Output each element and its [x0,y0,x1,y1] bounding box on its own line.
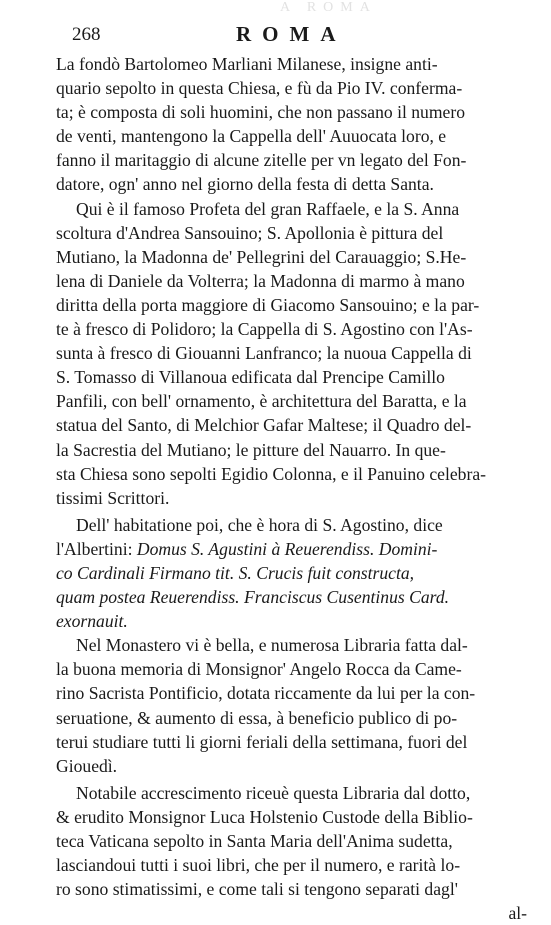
text-line: Dell' habitatione poi, che è hora di S. Agostino, dice [76,514,443,535]
text-line: te à fresco di Polidoro; la Cappella di S. Agostino con l'As- [56,319,473,340]
text-line: teca Vaticana sepolto in Santa Maria dell'Anima sudetta, [56,831,453,851]
text-line: rino Sacrista Pontificio, dotata riccamente da lui per la con- [56,683,476,704]
text-line: lena di Daniele da Volterra; la Madonna di marmo à mano [56,270,465,291]
paragraph [56,52,535,197]
catchword: al- [508,903,527,924]
page-number: 268 [72,24,101,45]
paragraph [56,513,535,633]
text-line: statua del Santo, di Melchior Gafar Maltese; il Quadro del- [56,415,472,436]
text-line: S. Tomasso di Villanoua edificata dal Prencipe Camillo [56,367,445,388]
text-line: lasciandoui tutti i suoi libri, che per il numero, e rarità lo- [56,855,461,876]
page-header [56,20,535,52]
text-line: ro sono stimatissimi, e come tali si tengono separati dagl' [56,879,458,900]
bleed-through-text: A ROMA [280,0,377,15]
text-line: La fondò Bartolomeo Marliani Milanese, insigne anti- [56,54,438,74]
text-line: tissimi Scrittori. [56,487,170,508]
text-line: la buona memoria di Monsignor' Angelo Rocca da Came- [56,659,462,680]
paragraph [56,781,535,901]
paragraph [56,633,535,778]
latin-quote: Domus S. Agustini à Reuerendiss. Domini- [136,538,438,559]
text-line: Nel Monastero vi è bella, e numerosa Libraria fatta dal- [76,635,468,656]
text-line: la Sacrestia del Mutiano; le pitture del Nauarro. In que- [56,439,446,460]
text-line: seruatione, & aumento di essa, à beneficio publico di po- [56,707,458,728]
text-line: scoltura d'Andrea Sansouino; S. Apollonia è pittura del [56,222,444,243]
text-line: Qui è il famoso Profeta del gran Raffaele, e la S. Anna [76,198,460,219]
page-body [56,52,535,925]
latin-quote-line: exornauit. [56,611,128,632]
running-title: ROMA [236,22,347,46]
text-line: Mutiano, la Madonna de' Pellegrini del Carauaggio; S.He- [56,246,467,267]
text-line: Panfili, con bell' ornamento, è architettura del Baratta, e la [56,391,467,412]
text-line: diritta della porta maggiore di Giacomo Sansouino; e la par- [56,294,480,315]
text-line: Notabile accrescimento riceuè questa Libraria dal dotto, [76,782,471,803]
text-line: sta Chiesa sono sepolti Egidio Colonna, e il Panuino celebra- [56,463,486,484]
latin-quote-line: co Cardinali Firmano tit. S. Crucis fuit constructa, [56,562,415,583]
text-line: ta; è composta di soli huomini, che non passano il numero [56,102,465,123]
text-line: terui studiare tutti li giorni feriali della settimana, fuori del [56,731,468,752]
text-line: quario sepolto in questa Chiesa, e fù da Pio IV. conferma- [56,78,463,99]
text-line-mixed [56,537,535,561]
text-run: l'Albertini: [56,538,137,559]
text-line: sunta à fresco di Giouanni Lanfranco; la nuoua Cappella di [56,343,472,364]
text-line: datore, ogn' anno nel giorno della festa di detta Santa. [56,174,434,195]
latin-quote-line: quam postea Reuerendiss. Franciscus Cusentinus Card. [56,587,450,608]
text-line: de venti, mantengono la Cappella dell' Auuocata loro, e [56,126,447,147]
text-line: Giouedì. [56,755,118,776]
text-line: & erudito Monsignor Luca Holstenio Custode della Biblio- [56,806,473,827]
text-line: fanno il maritaggio di alcune zitelle per vn legato del Fon- [56,150,467,171]
paragraph [56,197,535,510]
